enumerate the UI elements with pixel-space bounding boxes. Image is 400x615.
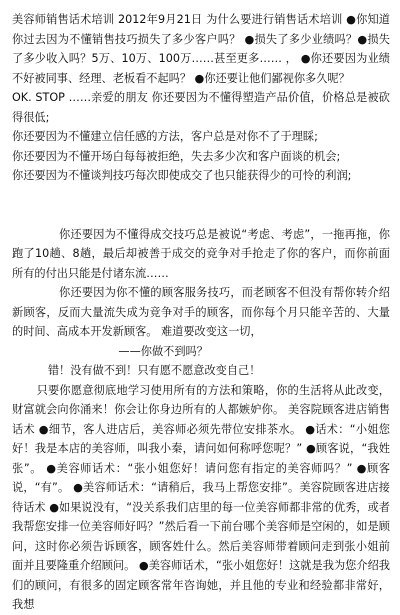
trust-line: 你还要因为不懂建立信任感的方法，客户总是对你不了于理睬; — [12, 130, 318, 143]
stop-paragraph: OK. STOP ……亲爱的朋友 你还要因为不懂得塑造产品价值，价格总是被砍得很低; — [12, 91, 390, 124]
closing-skill-paragraph: 你还要因为不懂得成交技巧总是被说“考虑、考虑”，一拖再拖，你跑了10趟、8趟，最后却被善于成交的竞争对手抢走了你的客户，而你前面所有的付出只能是付诸东流…… — [12, 227, 390, 280]
service-skill-paragraph: 你还要因为你不懂的顾客服务技巧，而老顾客不但没有帮你转介绍新顾客，反而大量流失成为竞争对手的顾客，而你每个月只能辛苦的、大量的时间、高成本开发新顾客。 难道要改变这一切， — [12, 286, 390, 338]
intro-paragraph: 美容师销售话术培训 2012年9月21日 为什么要进行销售话术培训 ●你知道你过去因为不懂销售技巧损失了多少客户吗？ ●损失了多少业绩吗？●损失了多少收入吗？5万、10万、100万……甚至更多…… ， ●你还要因为业绩不好被同事、经理、老板看不起吗？ ●你还要让他们鄙视你多久呢？ — [12, 13, 390, 85]
exclaim-line: 错！没有做不到！只有愿不愿意改变自己！ — [47, 364, 261, 377]
blank-space — [12, 186, 390, 225]
script-paragraph: 只要你愿意彻底地学习使用所有的方法和策略，你的生活将从此改变，财富就会向你涌来！你会让你身边所有的人都嫉妒你。 美容院顾客进店销售话术 ●细节，客人进店后，美容师必须先带位安排茶水。 ●话术：“小姐您好！我是本店的美容师，叫我小秦，请问如何称呼您呢？” ●顾客说，“我姓张”。 ●美容师话术：“张小姐您好！请问您有指定的美容师吗？” ●顾客说，“有”。 ●美容师话术：“请稍后，我马上帮您安排”。美容院顾客进店接待话术 ●如果说没有，“没关系我们店里的每一位美容师都非常的优秀，或者我帮您安排一位美容师好吗？”然后看一下前台哪个美容师是空闲的，如是顾问，这时你必须告诉顾客，顾客姓什么。然后美容师带着顾问走到张小姐前面并且要隆重介绍顾问。 ●美容师话术，“张小姐您好！这就是我为您介绍我们的顾问，有很多的固定顾客常年咨询她，并且他的专业和经验都非常好，我想 — [12, 383, 390, 611]
negotiation-line: 你还要因为不懂谈判技巧每次即使成交了也只能获得少的可怜的利润; — [12, 169, 352, 182]
question-line: ——你做不到吗？ — [118, 344, 208, 358]
opening-line: 你还要因为不懂开场白每每被拒绝，失去多少次和客户面谈的机会; — [12, 149, 341, 163]
